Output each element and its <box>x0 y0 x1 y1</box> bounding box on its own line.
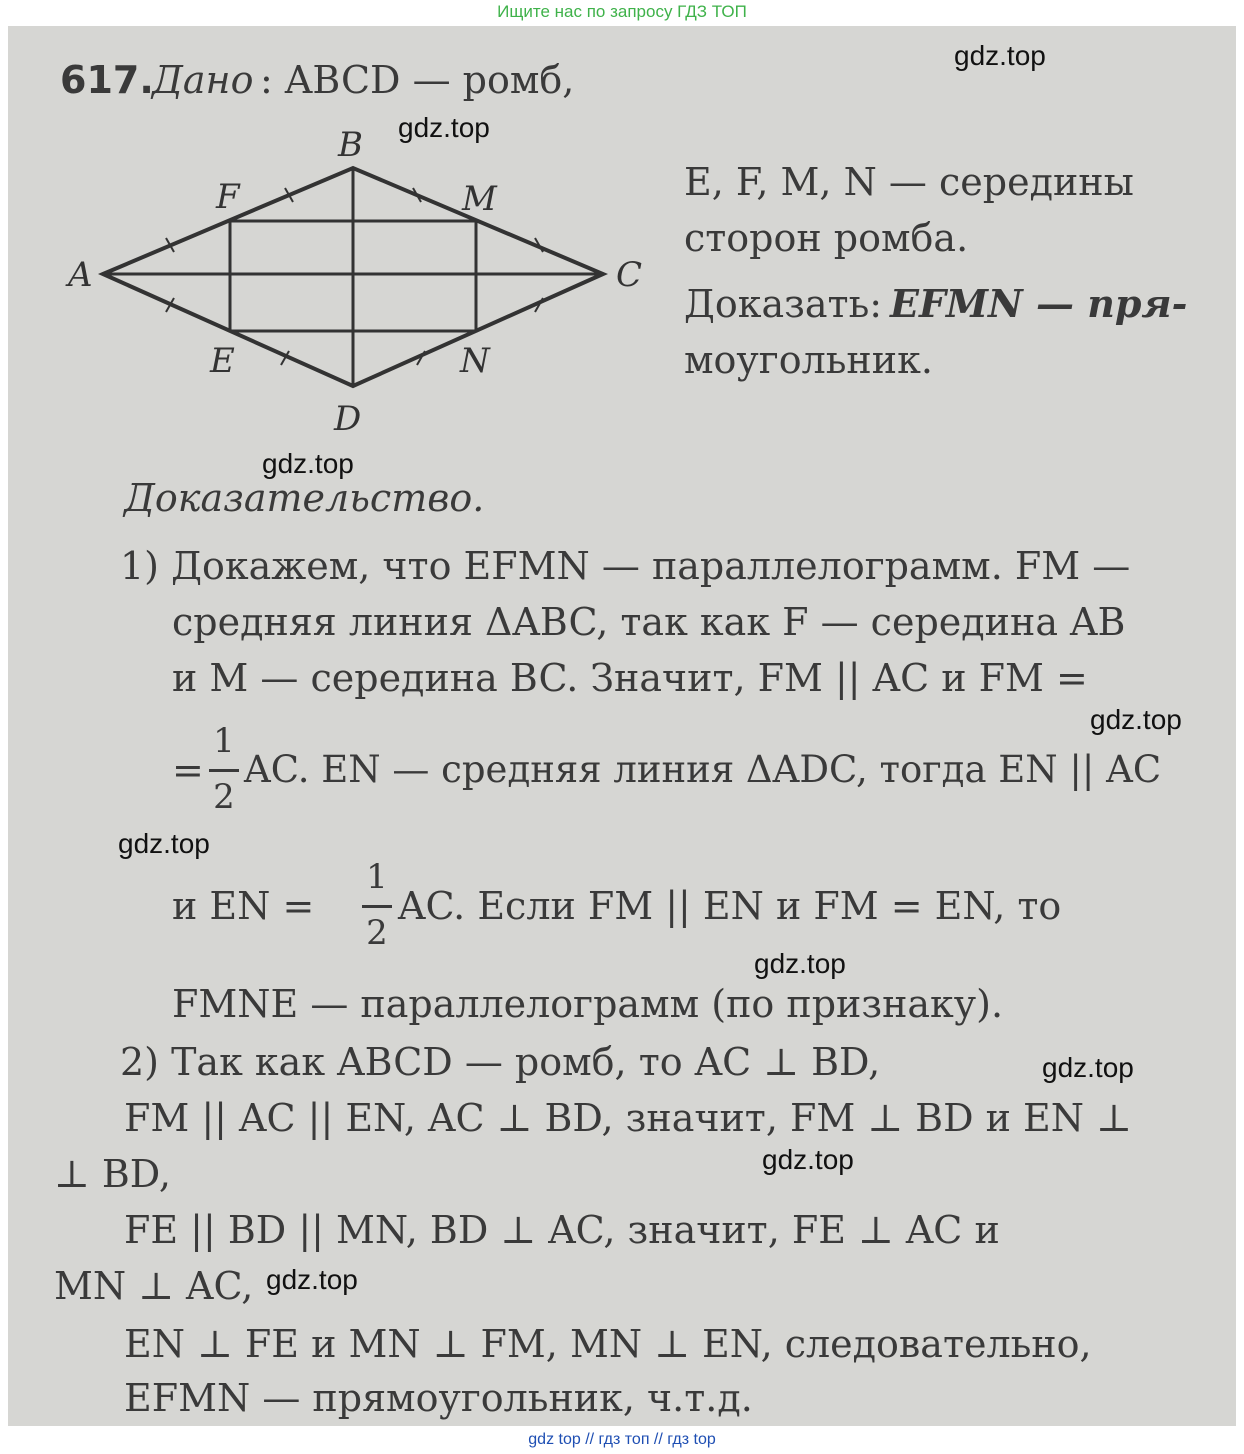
proof-line-4: AC. EN — средняя линия ΔADC, тогда EN || AC <box>244 748 1162 791</box>
proof-line-7: 2) Так как ABCD — ромб, то AC ⊥ BD, <box>120 1040 881 1084</box>
proof-heading: Доказательство. <box>124 476 485 520</box>
watermark-7: gdz.top <box>1042 1052 1134 1083</box>
label-c: C <box>616 255 643 295</box>
watermark-5: gdz.top <box>118 828 210 859</box>
watermark-6: gdz.top <box>754 948 846 979</box>
label-b: B <box>338 126 363 165</box>
watermark-3: gdz.top <box>262 448 354 479</box>
fraction-numerator-2: 1 <box>366 857 388 897</box>
top-banner[interactable]: Ищите нас по запросу ГДЗ ТОП <box>497 2 747 21</box>
given-line-3: сторон ромба. <box>684 216 969 260</box>
prove-line-2: моугольник. <box>684 338 933 382</box>
proof-line-10: FE || BD || MN, BD ⊥ AC, значит, FE ⊥ AC и <box>124 1208 1000 1252</box>
problem-number: 617. <box>60 58 154 102</box>
label-d: D <box>334 399 362 439</box>
watermark-8: gdz.top <box>762 1144 854 1175</box>
given-line-2: E, F, M, N — середины <box>684 160 1134 204</box>
proof-line-3: и M — середина BC. Значит, FM || AC и FM = <box>172 656 1088 700</box>
proof-line-1: 1) Докажем, что EFMN — параллелограмм. FM — <box>120 544 1131 588</box>
proof-line-6: FMNE — параллелограмм (по признаку). <box>172 982 1004 1026</box>
fraction-denominator-2: 2 <box>366 913 388 953</box>
watermark-9: gdz.top <box>266 1264 358 1295</box>
prove-word: Доказать: <box>684 282 883 326</box>
bottom-banner[interactable]: gdz top // гдз топ // гдз top <box>528 1431 716 1448</box>
given-word: Дано <box>152 58 254 102</box>
label-a: A <box>68 255 93 295</box>
rhombus-diagram <box>48 126 668 456</box>
fraction-bar-2 <box>362 905 392 908</box>
watermark-4: gdz.top <box>1090 704 1182 735</box>
prove-text: EFMN — пря- <box>890 281 1188 326</box>
proof-line-12: EN ⊥ FE и MN ⊥ FM, MN ⊥ EN, следовательно, <box>124 1322 1092 1366</box>
proof-line-5: AC. Если FM || EN и FM = EN, то <box>398 884 1062 928</box>
label-e: E <box>210 341 235 381</box>
textbook-page <box>8 26 1236 1426</box>
proof-line-4-prefix: = <box>172 748 204 792</box>
proof-line-8: FM || AC || EN, AC ⊥ BD, значит, FM ⊥ BD и EN ⊥ <box>124 1096 1132 1140</box>
fraction-bar <box>209 769 239 772</box>
fraction-numerator: 1 <box>213 721 235 761</box>
label-f: F <box>216 177 240 217</box>
fraction-denominator: 2 <box>213 777 235 817</box>
watermark-2: gdz.top <box>398 112 490 143</box>
proof-line-5-prefix: и EN = <box>172 884 315 928</box>
given-text: : ABCD — ромб, <box>260 58 575 102</box>
proof-line-11: MN ⊥ AC, <box>54 1264 254 1308</box>
proof-line-9: ⊥ BD, <box>54 1152 171 1196</box>
proof-line-13: EFMN — прямоугольник, ч.т.д. <box>124 1376 753 1420</box>
watermark-1: gdz.top <box>954 40 1046 71</box>
label-m: M <box>462 179 497 219</box>
proof-line-2: средняя линия ΔABC, так как F — середина AB <box>172 600 1126 644</box>
label-n: N <box>460 341 490 381</box>
